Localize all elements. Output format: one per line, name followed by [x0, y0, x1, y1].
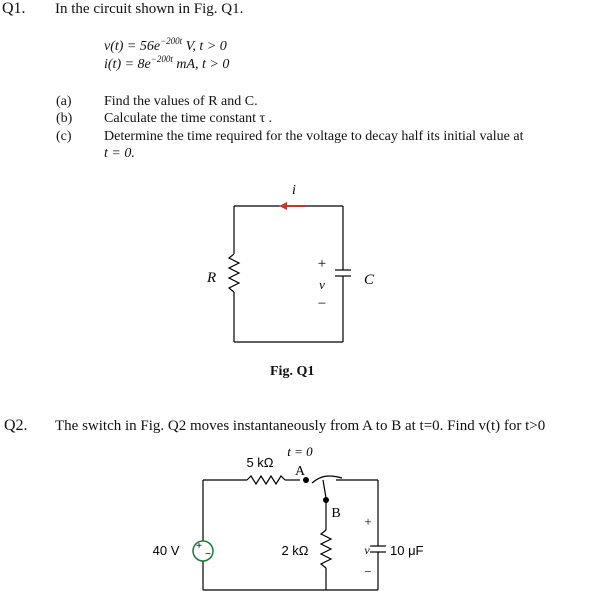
- q1-number: Q1.: [2, 0, 26, 17]
- q2-node-a-label: A: [294, 464, 306, 479]
- fig-q1-caption: Fig. Q1: [270, 364, 315, 379]
- q1-current-arrow: [279, 202, 305, 210]
- q2-minus-sign: −: [364, 564, 372, 579]
- eq-v-exp: −200t: [160, 36, 183, 46]
- q1-part-c-text2: t = 0.: [104, 146, 135, 161]
- q2-plus-sign: +: [364, 514, 372, 529]
- q1-plus-sign: +: [317, 256, 327, 272]
- q1-minus-sign: −: [317, 296, 327, 312]
- q1-part-c-text: Determine the time required for the voltage to decay half its initial value at: [104, 129, 524, 144]
- q2-resistor-2k: [321, 530, 331, 568]
- eq-v-lhs: v(t) = 56e: [104, 39, 161, 54]
- q1-part-a-label: (a): [56, 94, 72, 109]
- q2-resistor-2k-label: 2 kΩ: [281, 543, 309, 558]
- q2-number: Q2.: [4, 417, 28, 434]
- q1-resistor-label: R: [207, 270, 217, 286]
- q1-part-c-label: (c): [56, 129, 72, 144]
- q2-source-minus: −: [205, 549, 211, 560]
- q2-resistor-5k: [247, 476, 285, 484]
- eq-i-lhs: i(t) = 8e: [104, 57, 151, 72]
- q2-source-plus: +: [196, 541, 202, 552]
- q1-voltage-label: v: [319, 277, 325, 292]
- q1-capacitor-label: C: [364, 272, 375, 288]
- q2-resistor-5k-label: 5 kΩ: [246, 455, 274, 470]
- q2-capacitor-label: 10 μF: [390, 543, 424, 558]
- q1-part-b-text: Calculate the time constant τ .: [104, 111, 273, 126]
- eq-i-exp: −200t: [150, 54, 173, 64]
- q1-part-a-text: Find the values of R and C.: [104, 94, 258, 109]
- fig-q2-circuit: [0, 430, 607, 591]
- q2-node-b-contact: [323, 497, 329, 503]
- q1-part-b-label: (b): [56, 111, 73, 126]
- q2-voltage-label: v: [364, 543, 370, 557]
- q2-source-label: 40 V: [152, 543, 180, 558]
- q2-node-b-label: B: [331, 506, 341, 521]
- q2-switch-time-label: t = 0: [287, 444, 313, 459]
- q2-switch-to-b: [323, 480, 326, 498]
- eq-i-rhs: mA, t > 0: [172, 57, 230, 72]
- q1-current-label: i: [292, 183, 296, 198]
- q2-text: The switch in Fig. Q2 moves instantaneously from A to B at t=0. Find v(t) for t>0: [55, 418, 546, 434]
- q1-resistor: [229, 254, 239, 292]
- eq-v-rhs: V, t > 0: [182, 39, 227, 54]
- q1-intro: In the circuit shown in Fig. Q1.: [55, 1, 244, 17]
